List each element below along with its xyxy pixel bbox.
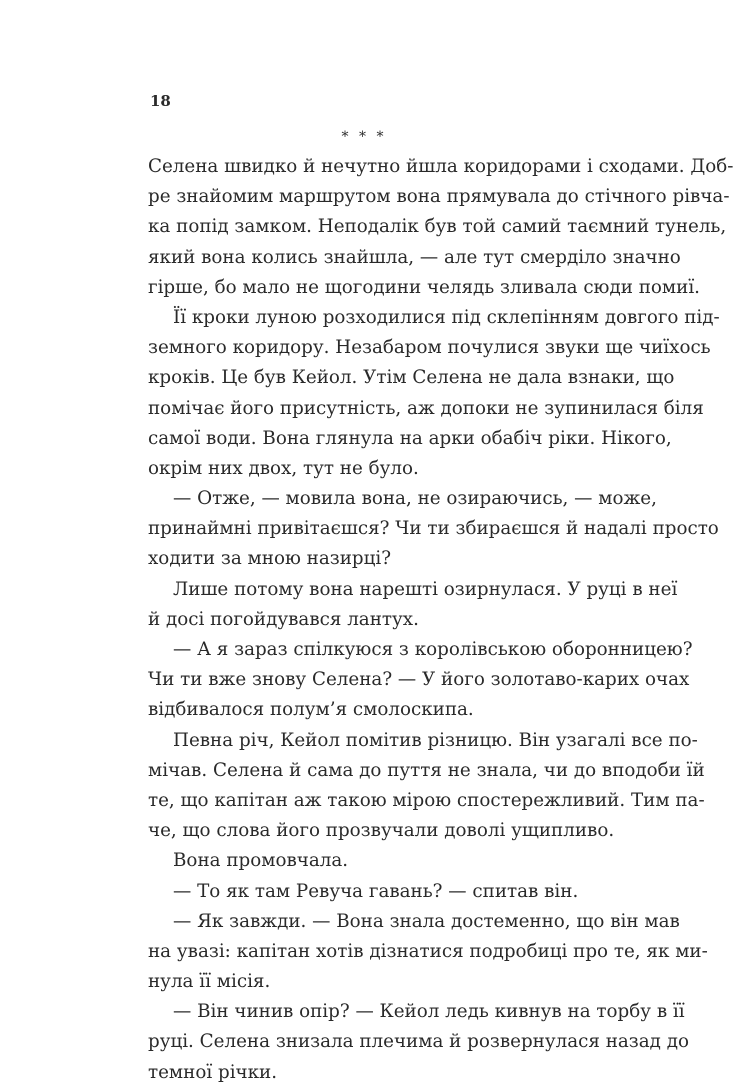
text-line: ходити за мною назирці? — [148, 548, 392, 570]
text-line: Певна річ, Кейол помітив різницю. Він узагалі все по- — [173, 729, 698, 751]
text-line: Лише потому вона нарешті озирнулася. У руці в неї — [173, 578, 678, 600]
text-line: на увазі: капітан хотів дізнатися подробиці про те, як ми- — [148, 940, 708, 962]
page-number: 18 — [150, 92, 171, 110]
text-line: — Як завжди. — Вона знала достеменно, що він мав — [173, 910, 680, 932]
text-line: — То як там Ревуча гавань? — спитав він. — [173, 880, 579, 902]
text-line: й досі погойдувався лантух. — [148, 608, 419, 630]
text-line: Вона промовчала. — [173, 850, 349, 872]
text-line: самої води. Вона глянула на арки обабіч ріки. Нікого, — [148, 427, 672, 449]
text-line: темної річки. — [148, 1061, 278, 1083]
text-line: руці. Селена знизала плечима й розвернулася назад до — [148, 1031, 689, 1053]
text-line: ре знайомим маршрутом вона прямувала до стічного рівча- — [148, 186, 730, 208]
text-line: гірше, бо мало не щогодини челядь зливала сюди помиї. — [148, 276, 700, 298]
body-text — [148, 152, 733, 1088]
text-line: помічає його присутність, аж допоки не зупинилася біля — [148, 397, 704, 419]
text-line: те, що капітан аж такою мірою спостережливий. Тим па- — [148, 789, 705, 811]
text-line: че, що слова його прозвучали доволі ущипливо. — [148, 820, 615, 842]
text-line: принаймні привітаєшся? Чи ти збираєшся й надалі просто — [148, 518, 719, 540]
text-line: окрім них двох, тут не було. — [148, 457, 419, 479]
text-line: Чи ти вже знову Селена? — У його золотаво-карих очах — [148, 669, 690, 691]
text-line: Селена швидко й нечутно йшла коридорами і сходами. Доб- — [148, 156, 733, 177]
text-line: відбивалося полум’я смолоскипа. — [148, 699, 474, 721]
text-line: який вона колись знайшла, — але тут смерділо значно — [148, 246, 681, 268]
text-line: нула її місія. — [148, 971, 271, 993]
text-line: кроків. Це був Кейол. Утім Селена не дала взнаки, що — [148, 367, 675, 389]
section-separator: * * * — [341, 129, 387, 145]
text-line: земного коридору. Незабаром почулися звуки ще чиїхось — [148, 337, 711, 359]
text-line: — А я зараз спілкуюся з королівською оборонницею? — [173, 639, 693, 660]
text-line: Її кроки луною розходилися під склепінням довгого під- — [173, 306, 720, 328]
text-line: ка попід замком. Неподалік був той самий таємний тунель, — [148, 216, 727, 238]
text-line: — Він чинив опір? — Кейол ледь кивнув на торбу в її — [173, 1001, 685, 1023]
text-line: мічав. Селена й сама до пуття не знала, чи до вподоби їй — [148, 759, 705, 781]
text-line: — Отже, — мовила вона, не озираючись, — може, — [173, 488, 657, 510]
